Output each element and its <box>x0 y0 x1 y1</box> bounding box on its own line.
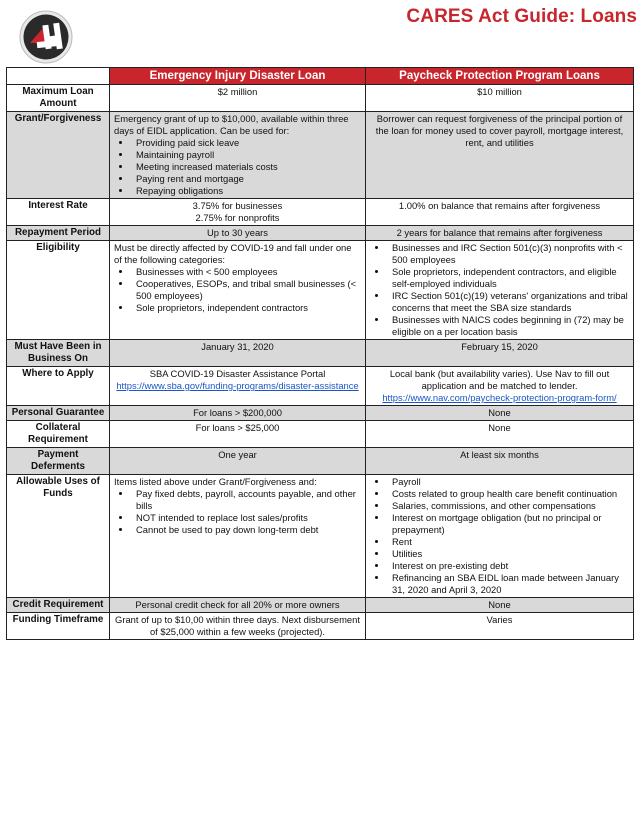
list-item: • Payroll <box>388 476 629 488</box>
list-item: • Paying rent and mortgage <box>132 173 361 185</box>
eidl-uses-cell <box>110 475 366 598</box>
eidl-repayment: Up to 30 years <box>110 226 366 241</box>
list-item: • Maintaining payroll <box>132 149 361 161</box>
column-header-eidl: Emergency Injury Disaster Loan <box>110 68 366 85</box>
eidl-uses-list <box>114 488 361 536</box>
row-label-in-business: Must Have Been in Business On <box>7 340 110 367</box>
eidl-grant-cell <box>110 112 366 199</box>
eidl-eligibility-cell <box>110 241 366 340</box>
list-item: • Salaries, commissions, and other compensations <box>388 500 629 512</box>
eidl-grant-list <box>114 137 361 197</box>
ppp-apply-cell <box>366 367 634 406</box>
list-item: • Businesses and IRC Section 501(c)(3) nonprofits with < 500 employees <box>388 242 629 266</box>
table-row <box>7 475 634 598</box>
ppp-uses-list <box>370 476 629 596</box>
row-label-grant: Grant/Forgiveness <box>7 112 110 199</box>
eidl-eligibility-list <box>114 266 361 314</box>
row-label-guarantee: Personal Guarantee <box>7 406 110 421</box>
ppp-repayment: 2 years for balance that remains after forgiveness <box>366 226 634 241</box>
table-row <box>7 613 634 640</box>
ppp-in-business: February 15, 2020 <box>366 340 634 367</box>
list-item: • Interest on pre-existing debt <box>388 560 629 572</box>
list-item: • Pay fixed debts, payroll, accounts payable, and other bills <box>132 488 361 512</box>
ppp-uses-cell <box>366 475 634 598</box>
ppp-guarantee: None <box>366 406 634 421</box>
list-item: • Sole proprietors, independent contractors <box>132 302 361 314</box>
list-item: • Sole proprietors, independent contractors, and eligible self-employed individuals <box>388 266 629 290</box>
table-row <box>7 406 634 421</box>
row-label-interest: Interest Rate <box>7 199 110 226</box>
table-row <box>7 241 634 340</box>
table-row <box>7 421 634 448</box>
list-item: • Cooperatives, ESOPs, and tribal small businesses (< 500 employees) <box>132 278 361 302</box>
eidl-interest-cell <box>110 199 366 226</box>
list-item: • Rent <box>388 536 629 548</box>
row-label-repayment: Repayment Period <box>7 226 110 241</box>
list-item: • Interest on mortgage obligation (but no principal or prepayment) <box>388 512 629 536</box>
list-item: • Businesses with NAICS codes beginning in (72) may be eligible on a per location basis <box>388 314 629 338</box>
ppp-funding: Varies <box>366 613 634 640</box>
row-label-deferments: Payment Deferments <box>7 448 110 475</box>
company-logo <box>19 10 73 64</box>
row-label-eligibility: Eligibility <box>7 241 110 340</box>
list-item: • Repaying obligations <box>132 185 361 197</box>
eidl-apply-text: SBA COVID-19 Disaster Assistance Portal <box>149 368 326 379</box>
page-title: CARES Act Guide: Loans <box>406 6 637 27</box>
eidl-funding: Grant of up to $10,00 within three days. Next disbursement of $25,000 within a few weeks (projected). <box>110 613 366 640</box>
row-label-uses: Allowable Uses of Funds <box>7 475 110 598</box>
ppp-collateral: None <box>366 421 634 448</box>
table-row <box>7 85 634 112</box>
ppp-eligibility-cell <box>366 241 634 340</box>
table-row <box>7 226 634 241</box>
eidl-grant-intro: Emergency grant of up to $10,000, available within three days of EIDL application. Can be used for: <box>114 113 349 136</box>
eidl-interest-nonprofit: 2.75% for nonprofits <box>195 212 280 223</box>
eidl-apply-cell <box>110 367 366 406</box>
table-row <box>7 367 634 406</box>
row-label-apply: Where to Apply <box>7 367 110 406</box>
ppp-credit: None <box>366 598 634 613</box>
ppp-grant: Borrower can request forgiveness of the principal portion of the loan for money used to cover payroll, mortgage interest, rent, and utilities <box>366 112 634 199</box>
list-item: • Refinancing an SBA EIDL loan made between January 31, 2020 and April 3, 2020 <box>388 572 629 596</box>
eidl-credit: Personal credit check for all 20% or more owners <box>110 598 366 613</box>
eidl-guarantee: For loans > $200,000 <box>110 406 366 421</box>
loan-comparison-table <box>6 67 634 640</box>
list-item: • Businesses with < 500 employees <box>132 266 361 278</box>
ppp-apply-link[interactable]: https://www.nav.com/paycheck-protection-program-form/ <box>382 392 617 403</box>
list-item: • NOT intended to replace lost sales/profits <box>132 512 361 524</box>
header-blank-cell <box>7 68 110 85</box>
table-row <box>7 340 634 367</box>
ppp-interest: 1.00% on balance that remains after forgiveness <box>366 199 634 226</box>
list-item: • Meeting increased materials costs <box>132 161 361 173</box>
eidl-in-business: January 31, 2020 <box>110 340 366 367</box>
ppp-eligibility-list <box>370 242 629 338</box>
eidl-apply-link[interactable]: https://www.sba.gov/funding-programs/disaster-assistance <box>116 380 359 391</box>
eidl-interest-business: 3.75% for businesses <box>192 200 283 211</box>
eidl-deferments: One year <box>110 448 366 475</box>
list-item: • IRC Section 501(c)(19) veterans' organizations and tribal concerns that meet the SBA size standards <box>388 290 629 314</box>
header-row <box>7 68 634 85</box>
list-item: • Cannot be used to pay down long-term debt <box>132 524 361 536</box>
table-row <box>7 448 634 475</box>
list-item: • Costs related to group health care benefit continuation <box>388 488 629 500</box>
column-header-ppp: Paycheck Protection Program Loans <box>366 68 634 85</box>
list-item: • Providing paid sick leave <box>132 137 361 149</box>
eidl-collateral: For loans > $25,000 <box>110 421 366 448</box>
ppp-max-amount: $10 million <box>366 85 634 112</box>
table-row <box>7 199 634 226</box>
ppp-apply-text: Local bank (but availability varies). Use Nav to fill out application and be matched to lender. <box>389 368 610 391</box>
table-row <box>7 598 634 613</box>
row-label-funding: Funding Timeframe <box>7 613 110 640</box>
row-label-credit: Credit Requirement <box>7 598 110 613</box>
eidl-max-amount: $2 million <box>110 85 366 112</box>
list-item: • Utilities <box>388 548 629 560</box>
table-row <box>7 112 634 199</box>
eidl-uses-intro: Items listed above under Grant/Forgiveness and: <box>114 476 317 487</box>
row-label-max-amount: Maximum Loan Amount <box>7 85 110 112</box>
ppp-deferments: At least six months <box>366 448 634 475</box>
eidl-eligibility-intro: Must be directly affected by COVID-19 and fall under one of the following categories: <box>114 242 352 265</box>
row-label-collateral: Collateral Requirement <box>7 421 110 448</box>
